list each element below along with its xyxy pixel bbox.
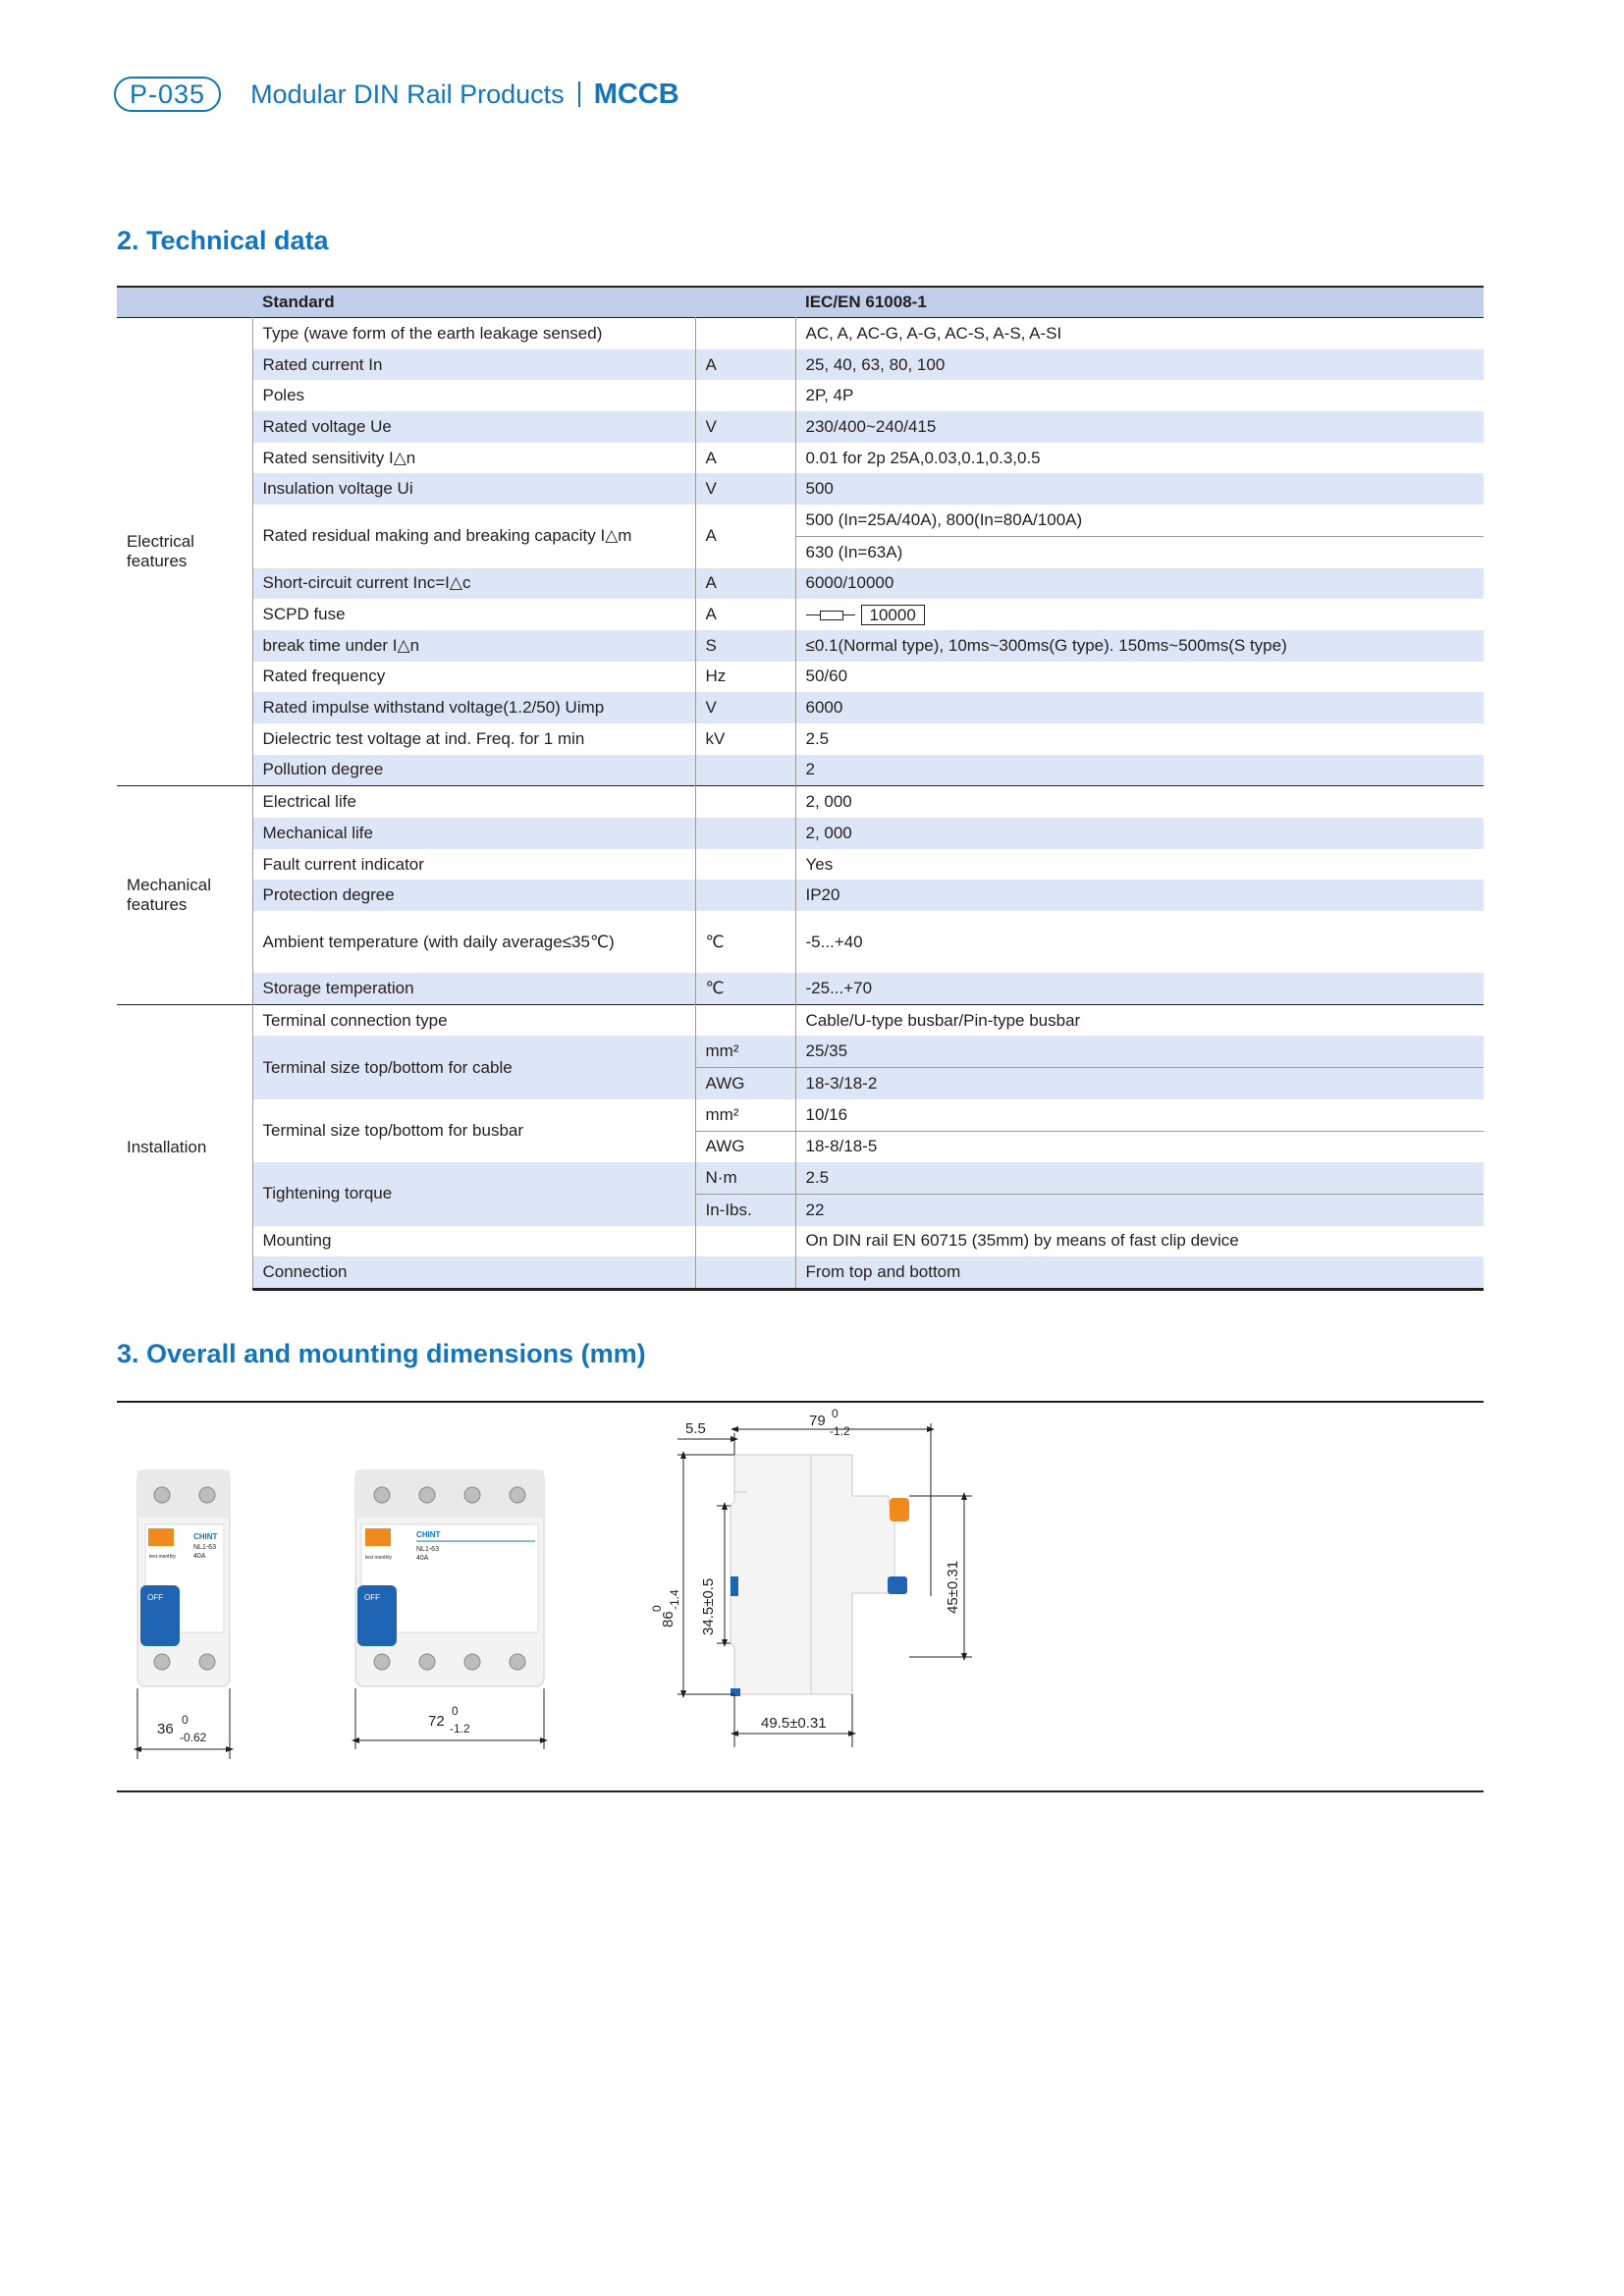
group-electrical: Electrical features — [117, 318, 252, 786]
table-row: AWG 18-3/18-2 — [117, 1068, 1484, 1099]
table-row: Insulation voltage Ui V 500 — [117, 473, 1484, 505]
table-row: Storage temperation ℃ -25...+70 — [117, 973, 1484, 1004]
svg-text:-1.2: -1.2 — [830, 1424, 850, 1438]
svg-text:36: 36 — [157, 1721, 174, 1737]
off-label-2p: OFF — [147, 1593, 163, 1602]
table-row: AWG 18-8/18-5 — [117, 1131, 1484, 1162]
side-view-drawing — [650, 1407, 972, 1747]
standard-value: IEC/EN 61008-1 — [795, 287, 1484, 318]
section-end-divider — [117, 1790, 1484, 1792]
svg-text:-0.62: -0.62 — [180, 1731, 207, 1744]
table-row: Terminal size top/bottom for cable mm² 25/35 — [117, 1036, 1484, 1067]
device-2p-drawing — [137, 1470, 230, 1759]
table-row: Poles 2P, 4P — [117, 380, 1484, 411]
technical-data-table — [117, 286, 1484, 1291]
table-row: Mechanical features Electrical life 2, 000 — [117, 786, 1484, 818]
svg-text:NL1-63: NL1-63 — [416, 1546, 439, 1553]
table-row: Pollution degree 2 — [117, 755, 1484, 786]
table-row: Installation Terminal connection type Cable/U-type busbar/Pin-type busbar — [117, 1004, 1484, 1036]
table-row: Electrical features Type (wave form of the earth leakage sensed) AC, A, AC-G, A-G, AC-S, A-S, A-SI — [117, 318, 1484, 349]
table-row: In-Ibs. 22 — [117, 1194, 1484, 1225]
table-row: Dielectric test voltage at ind. Freq. for 1 min kV 2.5 — [117, 723, 1484, 755]
svg-text:5.5: 5.5 — [685, 1420, 706, 1437]
svg-text:-1.2: -1.2 — [450, 1722, 470, 1735]
svg-text:45±0.31: 45±0.31 — [945, 1560, 961, 1614]
svg-text:86: 86 — [660, 1611, 677, 1628]
standard-label: Standard — [252, 287, 695, 318]
dimension-drawings — [0, 1404, 1624, 1796]
table-row: Mechanical life 2, 000 — [117, 818, 1484, 849]
table-row: Fault current indicator Yes — [117, 849, 1484, 881]
svg-text:40A: 40A — [416, 1555, 429, 1562]
table-row: Rated current In A 25, 40, 63, 80, 100 — [117, 349, 1484, 381]
svg-text:-1.4: -1.4 — [668, 1589, 681, 1610]
header-title: Modular DIN Rail Products — [250, 79, 565, 109]
svg-text:34.5±0.5: 34.5±0.5 — [700, 1577, 717, 1635]
svg-text:0: 0 — [832, 1407, 839, 1420]
table-row: Connection From top and bottom — [117, 1256, 1484, 1289]
table-row: Terminal size top/bottom for busbar mm² 10/16 — [117, 1099, 1484, 1131]
table-row: Protection degree IP20 — [117, 880, 1484, 911]
table-row: Mounting On DIN rail EN 60715 (35mm) by means of fast clip device — [117, 1226, 1484, 1257]
svg-text:0: 0 — [182, 1713, 189, 1727]
section-divider — [117, 1401, 1484, 1403]
page-number-badge: P-035 — [114, 77, 221, 112]
table-row: Ambient temperature (with daily average≤35℃) ℃ -5...+40 — [117, 911, 1484, 973]
svg-text:test monthly: test monthly — [365, 1555, 392, 1561]
table-row: break time under I△n S ≤0.1(Normal type), 10ms~300ms(G type). 150ms~500ms(S type) — [117, 630, 1484, 662]
svg-text:0: 0 — [452, 1704, 459, 1718]
page-header — [114, 75, 679, 114]
technical-data-title: 2. Technical data — [117, 226, 329, 255]
svg-text:40A: 40A — [193, 1553, 206, 1560]
svg-text:72: 72 — [428, 1713, 445, 1730]
svg-text:49.5±0.31: 49.5±0.31 — [761, 1715, 827, 1732]
brand-label-2p: CHINT — [193, 1532, 218, 1541]
table-row: Rated frequency Hz 50/60 — [117, 662, 1484, 693]
group-installation: Installation — [117, 1004, 252, 1290]
header-product: MCCB — [593, 78, 679, 110]
table-row: 630 (In=63A) — [805, 542, 903, 561]
dimensions-title: 3. Overall and mounting dimensions (mm) — [117, 1339, 646, 1368]
svg-text:NL1-63: NL1-63 — [193, 1544, 216, 1551]
fuse-symbol-icon — [806, 610, 855, 621]
device-4p-drawing — [355, 1470, 544, 1749]
header-divider — [578, 81, 580, 107]
svg-text:test monthly: test monthly — [149, 1554, 176, 1560]
table-row: Tightening torque N·m 2.5 — [117, 1162, 1484, 1194]
table-header-row — [117, 287, 1484, 318]
brand-label-4p: CHINT — [416, 1530, 441, 1539]
svg-text:79: 79 — [809, 1413, 826, 1429]
table-row: Rated voltage Ue V 230/400~240/415 — [117, 411, 1484, 443]
table-row: Rated residual making and breaking capacity I△m A 500 (In=25A/40A), 800(In=80A/100A) — [117, 505, 1484, 536]
table-row: Rated impulse withstand voltage(1.2/50) Uimp V 6000 — [117, 692, 1484, 723]
table-row: SCPD fuse A 10000 — [117, 599, 1484, 630]
scpd-value: 10000 — [861, 605, 925, 625]
off-label-4p: OFF — [364, 1593, 380, 1602]
table-row: Rated sensitivity I△n A 0.01 for 2p 25A,0.03,0.1,0.3,0.5 — [117, 443, 1484, 474]
group-mechanical: Mechanical features — [117, 786, 252, 1004]
svg-text:0: 0 — [650, 1605, 664, 1612]
table-row: Short-circuit current Inc=I△c A 6000/10000 — [117, 568, 1484, 600]
